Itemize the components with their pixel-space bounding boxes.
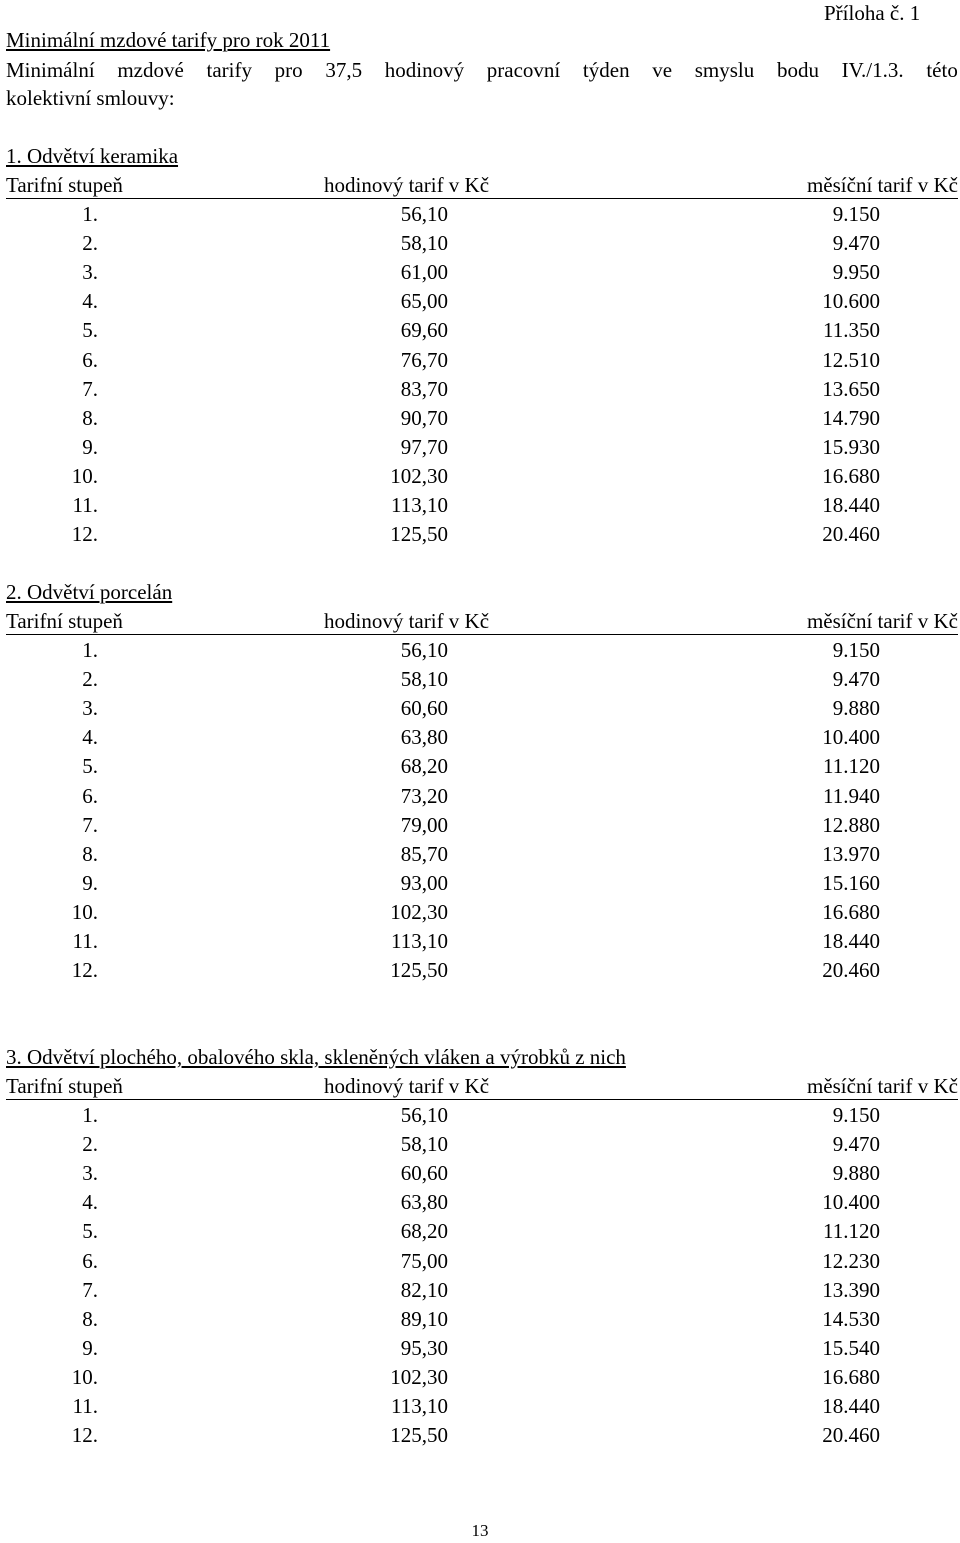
- monthly-tariff: 13.650: [822, 376, 880, 401]
- monthly-tariff: 9.470: [832, 667, 880, 692]
- intro-word: IV./1.3.: [841, 58, 904, 82]
- hourly-tariff: 102,30: [390, 1364, 448, 1389]
- monthly-tariff: 11.120: [823, 754, 880, 779]
- hourly-tariff: 69,60: [400, 318, 448, 343]
- monthly-tariff: 9.470: [832, 231, 880, 256]
- hourly-tariff: 95,30: [400, 1335, 448, 1360]
- monthly-tariff: 14.790: [822, 405, 880, 430]
- tariff-level: 5.: [82, 754, 98, 779]
- annex-label: Příloha č. 1: [824, 1, 921, 25]
- monthly-tariff: 16.680: [822, 463, 880, 488]
- tariff-level: 1.: [82, 638, 98, 662]
- section-title: 3. Odvětví plochého, obalového skla, skleněných vláken a výrobků z nich: [6, 1045, 626, 1069]
- monthly-tariff: 20.460: [822, 522, 880, 547]
- hourly-tariff: 63,80: [400, 725, 448, 750]
- tariff-level: 8.: [82, 1306, 98, 1331]
- monthly-tariff: 13.390: [822, 1277, 880, 1302]
- monthly-tariff: 10.400: [822, 1190, 880, 1215]
- intro-word: ve: [652, 58, 673, 82]
- hourly-tariff: 79,00: [400, 812, 448, 837]
- hourly-tariff: 65,00: [400, 289, 448, 314]
- table-header: [6, 171, 958, 199]
- monthly-tariff: 20.460: [822, 1423, 880, 1448]
- monthly-tariff: 9.880: [832, 696, 880, 721]
- hourly-tariff: 56,10: [400, 638, 448, 662]
- column-header: hodinový tarif v Kč: [324, 173, 490, 197]
- tariff-level: 7.: [82, 376, 98, 401]
- tariff-level: 10.: [71, 1364, 98, 1389]
- hourly-tariff: 58,10: [400, 231, 448, 256]
- intro-word: pracovní: [486, 58, 561, 82]
- monthly-tariff: 20.460: [822, 958, 880, 983]
- tariff-level: 12.: [71, 958, 98, 983]
- tariff-level: 8.: [82, 841, 98, 866]
- intro-word: týden: [582, 58, 630, 82]
- hourly-tariff: 113,10: [391, 1394, 448, 1418]
- monthly-tariff: 15.160: [822, 870, 880, 895]
- hourly-tariff: 125,50: [390, 958, 448, 983]
- tariff-level: 8.: [82, 405, 98, 430]
- tariff-level: 1.: [82, 1103, 98, 1127]
- monthly-tariff: 9.950: [832, 260, 880, 285]
- monthly-tariff: 11.120: [823, 1219, 880, 1244]
- tariff-level: 9.: [82, 870, 98, 895]
- page-number: 13: [471, 1521, 489, 1540]
- hourly-tariff: 82,10: [400, 1277, 448, 1302]
- hourly-tariff: 56,10: [400, 202, 448, 226]
- intro-word: hodinový: [384, 58, 465, 82]
- intro-line-1: [6, 56, 958, 84]
- column-header: měsíční tarif v Kč: [806, 173, 958, 197]
- tariff-level: 11.: [72, 493, 98, 517]
- column-header: měsíční tarif v Kč: [806, 609, 958, 633]
- tariff-level: 4.: [82, 1190, 98, 1215]
- hourly-tariff: 113,10: [391, 493, 448, 517]
- tariff-level: 11.: [72, 929, 98, 953]
- monthly-tariff: 12.230: [822, 1248, 880, 1273]
- monthly-tariff: 16.680: [822, 899, 880, 924]
- tariff-level: 12.: [71, 1423, 98, 1448]
- tariff-level: 5.: [82, 1219, 98, 1244]
- hourly-tariff: 89,10: [400, 1306, 448, 1331]
- monthly-tariff: 9.880: [832, 1161, 880, 1186]
- hourly-tariff: 58,10: [400, 1132, 448, 1157]
- column-header: měsíční tarif v Kč: [806, 1074, 958, 1098]
- monthly-tariff: 9.150: [832, 638, 880, 662]
- hourly-tariff: 90,70: [400, 405, 448, 430]
- intro-word: Minimální: [6, 58, 95, 82]
- hourly-tariff: 68,20: [400, 1219, 448, 1244]
- hourly-tariff: 125,50: [390, 522, 448, 547]
- intro-word: pro: [274, 58, 303, 82]
- table-header: [6, 607, 958, 635]
- tariff-level: 11.: [72, 1394, 98, 1418]
- section-title: 2. Odvětví porcelán: [6, 580, 173, 604]
- tariff-level: 4.: [82, 725, 98, 750]
- monthly-tariff: 10.400: [822, 725, 880, 750]
- tariff-level: 9.: [82, 434, 98, 459]
- hourly-tariff: 73,20: [400, 783, 448, 808]
- hourly-tariff: 60,60: [400, 1161, 448, 1186]
- tariff-level: 2.: [82, 667, 98, 692]
- hourly-tariff: 61,00: [400, 260, 448, 285]
- intro-line-2: kolektivní smlouvy:: [6, 86, 175, 110]
- hourly-tariff: 75,00: [400, 1248, 448, 1273]
- tariff-level: 10.: [71, 899, 98, 924]
- tariff-level: 7.: [82, 812, 98, 837]
- monthly-tariff: 12.880: [822, 812, 880, 837]
- monthly-tariff: 16.680: [822, 1364, 880, 1389]
- hourly-tariff: 102,30: [390, 463, 448, 488]
- intro-word: bodu: [776, 58, 819, 82]
- column-header: hodinový tarif v Kč: [324, 1074, 490, 1098]
- monthly-tariff: 11.940: [823, 783, 880, 808]
- intro-word: tarify: [206, 58, 252, 82]
- intro-word: mzdové: [117, 58, 184, 82]
- hourly-tariff: 85,70: [400, 841, 448, 866]
- column-header: Tarifní stupeň: [6, 173, 123, 197]
- hourly-tariff: 68,20: [400, 754, 448, 779]
- tariff-level: 2.: [82, 1132, 98, 1157]
- monthly-tariff: 18.440: [822, 1394, 880, 1418]
- tariff-level: 7.: [82, 1277, 98, 1302]
- monthly-tariff: 15.930: [822, 434, 880, 459]
- hourly-tariff: 97,70: [400, 434, 448, 459]
- hourly-tariff: 58,10: [400, 667, 448, 692]
- intro-word: této: [926, 58, 958, 82]
- tariff-level: 2.: [82, 231, 98, 256]
- monthly-tariff: 11.350: [823, 318, 880, 343]
- monthly-tariff: 15.540: [822, 1335, 880, 1360]
- hourly-tariff: 113,10: [391, 929, 448, 953]
- hourly-tariff: 83,70: [400, 376, 448, 401]
- column-header: hodinový tarif v Kč: [324, 609, 490, 633]
- hourly-tariff: 93,00: [400, 870, 448, 895]
- tariff-level: 9.: [82, 1335, 98, 1360]
- hourly-tariff: 102,30: [390, 899, 448, 924]
- monthly-tariff: 9.470: [832, 1132, 880, 1157]
- hourly-tariff: 60,60: [400, 696, 448, 721]
- intro-word: 37,5: [325, 58, 363, 82]
- monthly-tariff: 9.150: [832, 1103, 880, 1127]
- tariff-level: 3.: [82, 260, 98, 285]
- table-header: [6, 1072, 958, 1100]
- tariff-level: 5.: [82, 318, 98, 343]
- monthly-tariff: 14.530: [822, 1306, 880, 1331]
- tariff-level: 3.: [82, 1161, 98, 1186]
- hourly-tariff: 63,80: [400, 1190, 448, 1215]
- hourly-tariff: 125,50: [390, 1423, 448, 1448]
- intro-word: smyslu: [694, 58, 755, 82]
- column-header: Tarifní stupeň: [6, 609, 123, 633]
- section-title: 1. Odvětví keramika: [6, 144, 179, 168]
- monthly-tariff: 10.600: [822, 289, 880, 314]
- tariff-level: 10.: [71, 463, 98, 488]
- monthly-tariff: 18.440: [822, 493, 880, 517]
- tariff-level: 12.: [71, 522, 98, 547]
- monthly-tariff: 12.510: [822, 347, 880, 372]
- tariff-level: 6.: [82, 783, 98, 808]
- tariff-level: 3.: [82, 696, 98, 721]
- monthly-tariff: 13.970: [822, 841, 880, 866]
- hourly-tariff: 56,10: [400, 1103, 448, 1127]
- tariff-level: 6.: [82, 1248, 98, 1273]
- tariff-level: 4.: [82, 289, 98, 314]
- tariff-level: 1.: [82, 202, 98, 226]
- document-title: Minimální mzdové tarify pro rok 2011: [6, 28, 331, 52]
- monthly-tariff: 18.440: [822, 929, 880, 953]
- monthly-tariff: 9.150: [832, 202, 880, 226]
- hourly-tariff: 76,70: [400, 347, 448, 372]
- tariff-level: 6.: [82, 347, 98, 372]
- column-header: Tarifní stupeň: [6, 1074, 123, 1098]
